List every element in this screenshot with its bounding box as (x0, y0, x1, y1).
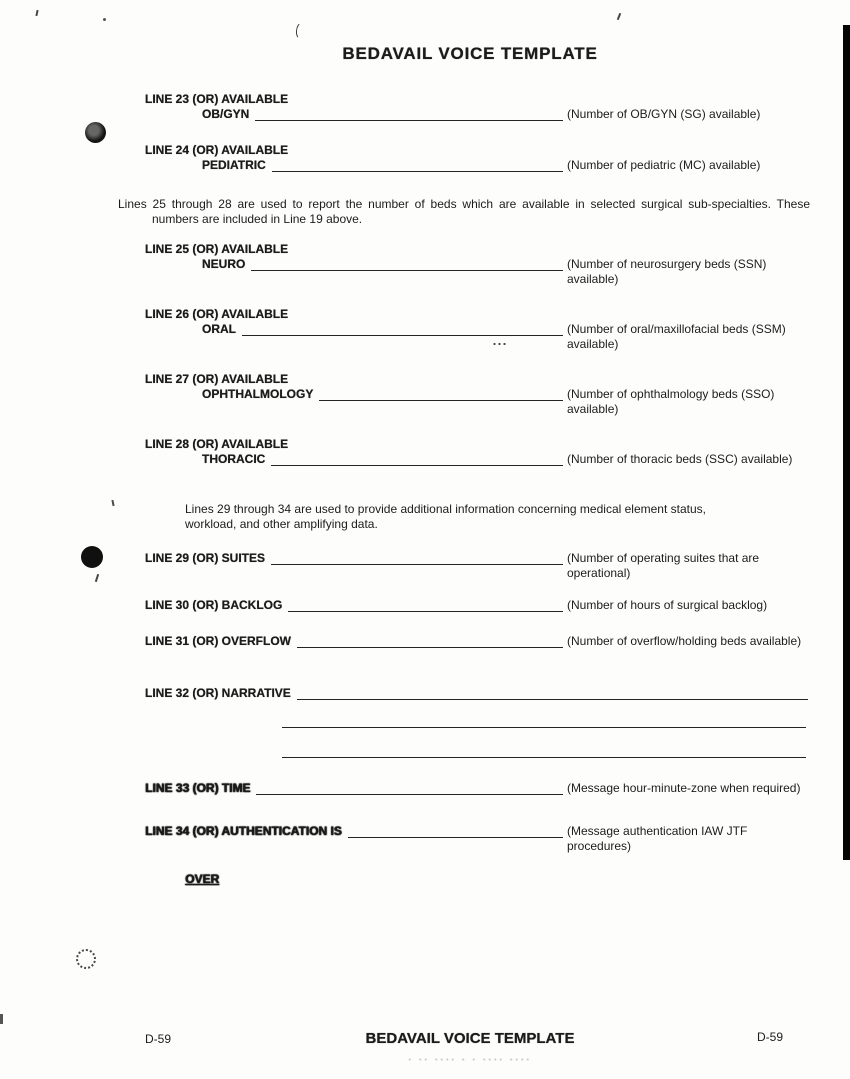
line-23-fill-blank (255, 107, 563, 121)
line-24-fill-blank (272, 158, 563, 172)
line-28-desc: (Number of thoracic beds (SSC) available) (567, 452, 793, 466)
form-line-26 (145, 307, 812, 352)
line-24-desc: (Number of pediatric (MC) available) (567, 158, 761, 172)
line-30-desc: (Number of hours of surgical backlog) (567, 598, 768, 612)
line-34-label: LINE 34 (OR) AUTHENTICATION IS (145, 824, 342, 838)
line-25-fill-blank (251, 257, 563, 271)
footer-title: BEDAVAIL VOICE TEMPLATE (365, 1030, 575, 1047)
line-27-desc: (Number of ophthalmology beds (SSO) available) (567, 387, 775, 416)
scan-artifact (0, 1014, 3, 1024)
footer-page-number-left: D-59 (145, 1032, 172, 1046)
form-line-27 (145, 372, 812, 417)
form-line-29 (145, 551, 812, 581)
line-27-sublabel: OPHTHALMOLOGY (202, 387, 314, 401)
line-34-desc: (Message authentication IAW JTF procedures) (567, 824, 748, 853)
line-26-label: LINE 26 (OR) AVAILABLE (145, 307, 289, 321)
form-line-32 (145, 686, 812, 700)
line-23-label: LINE 23 (OR) AVAILABLE (145, 92, 289, 106)
form-line-33 (145, 781, 812, 796)
line-24-sublabel: PEDIATRIC (202, 158, 266, 172)
line-23-desc: (Number of OB/GYN (SG) available) (567, 107, 761, 121)
footer-page-number-right: D-59 (757, 1030, 784, 1044)
line-32-extra-blank-1 (282, 727, 806, 728)
scan-edge-bar (843, 25, 850, 860)
scan-artifact (103, 18, 106, 21)
scan-artifact (111, 500, 114, 506)
line-29-fill-blank (271, 551, 563, 565)
line-25-desc: (Number of neurosurgery beds (SSN) available) (567, 257, 767, 286)
line-28-sublabel: THORACIC (202, 452, 266, 466)
line-29-desc: (Number of operating suites that are operational) (567, 551, 760, 580)
instruction-paragraph-lines-25-28: Lines 25 through 28 are used to report the number of beds which are available in selected surgical sub-specialties. These numbers are included in Line 19 above. (118, 197, 810, 226)
line-27-label: LINE 27 (OR) AVAILABLE (145, 372, 289, 386)
line-26-desc: (Number of oral/maxillofacial beds (SSM) available) (567, 322, 786, 351)
form-line-28 (145, 437, 812, 467)
line-33-fill-blank (256, 781, 563, 795)
form-line-31 (145, 634, 812, 649)
scan-artifact (95, 574, 99, 582)
line-32-label: LINE 32 (OR) NARRATIVE (145, 686, 291, 700)
line-33-desc: (Message hour-minute-zone when required) (567, 781, 801, 795)
scan-artifact (295, 21, 309, 40)
line-26-fill-blank (242, 322, 563, 336)
scan-artifact (35, 10, 38, 16)
hole-punch-mark-middle (81, 546, 103, 568)
line-30-label: LINE 30 (OR) BACKLOG (145, 598, 283, 612)
line-32-extra-blank-2 (282, 757, 806, 758)
line-28-label: LINE 28 (OR) AVAILABLE (145, 437, 289, 451)
document-title: BEDAVAIL VOICE TEMPLATE (342, 44, 598, 63)
form-line-23 (145, 92, 812, 122)
form-line-34 (145, 824, 812, 854)
line-31-label: LINE 31 (OR) OVERFLOW (145, 634, 292, 648)
line-32-fill-blank (297, 686, 808, 700)
scan-artifact (492, 342, 508, 347)
line-26-sublabel: ORAL (202, 322, 236, 336)
line-29-label: LINE 29 (OR) SUITES (145, 551, 266, 565)
line-24-label: LINE 24 (OR) AVAILABLE (145, 143, 289, 157)
instruction-paragraph-lines-29-34: Lines 29 through 34 are used to provide additional information concerning medical element status, workload, and other amplifying data. (185, 502, 706, 531)
line-25-sublabel: NEURO (202, 257, 246, 271)
line-31-fill-blank (297, 634, 563, 648)
line-33-label: LINE 33 (OR) TIME (145, 781, 251, 795)
line-30-fill-blank (288, 598, 563, 612)
line-34-fill-blank (348, 824, 563, 838)
footer-cutoff-text: · ·· ···· · · ···· ···· (408, 1054, 532, 1064)
line-27-fill-blank (319, 387, 563, 401)
line-23-sublabel: OB/GYN (202, 107, 250, 121)
line-31-desc: (Number of overflow/holding beds available) (567, 634, 802, 648)
hole-punch-mark-top (85, 122, 106, 143)
scan-artifact (617, 13, 621, 20)
form-line-24 (145, 143, 812, 173)
form-line-25 (145, 242, 812, 287)
form-line-30 (145, 598, 812, 613)
hole-punch-outline-bottom (76, 949, 96, 969)
over-label: OVER (185, 872, 220, 886)
line-25-label: LINE 25 (OR) AVAILABLE (145, 242, 289, 256)
line-28-fill-blank (271, 452, 563, 466)
